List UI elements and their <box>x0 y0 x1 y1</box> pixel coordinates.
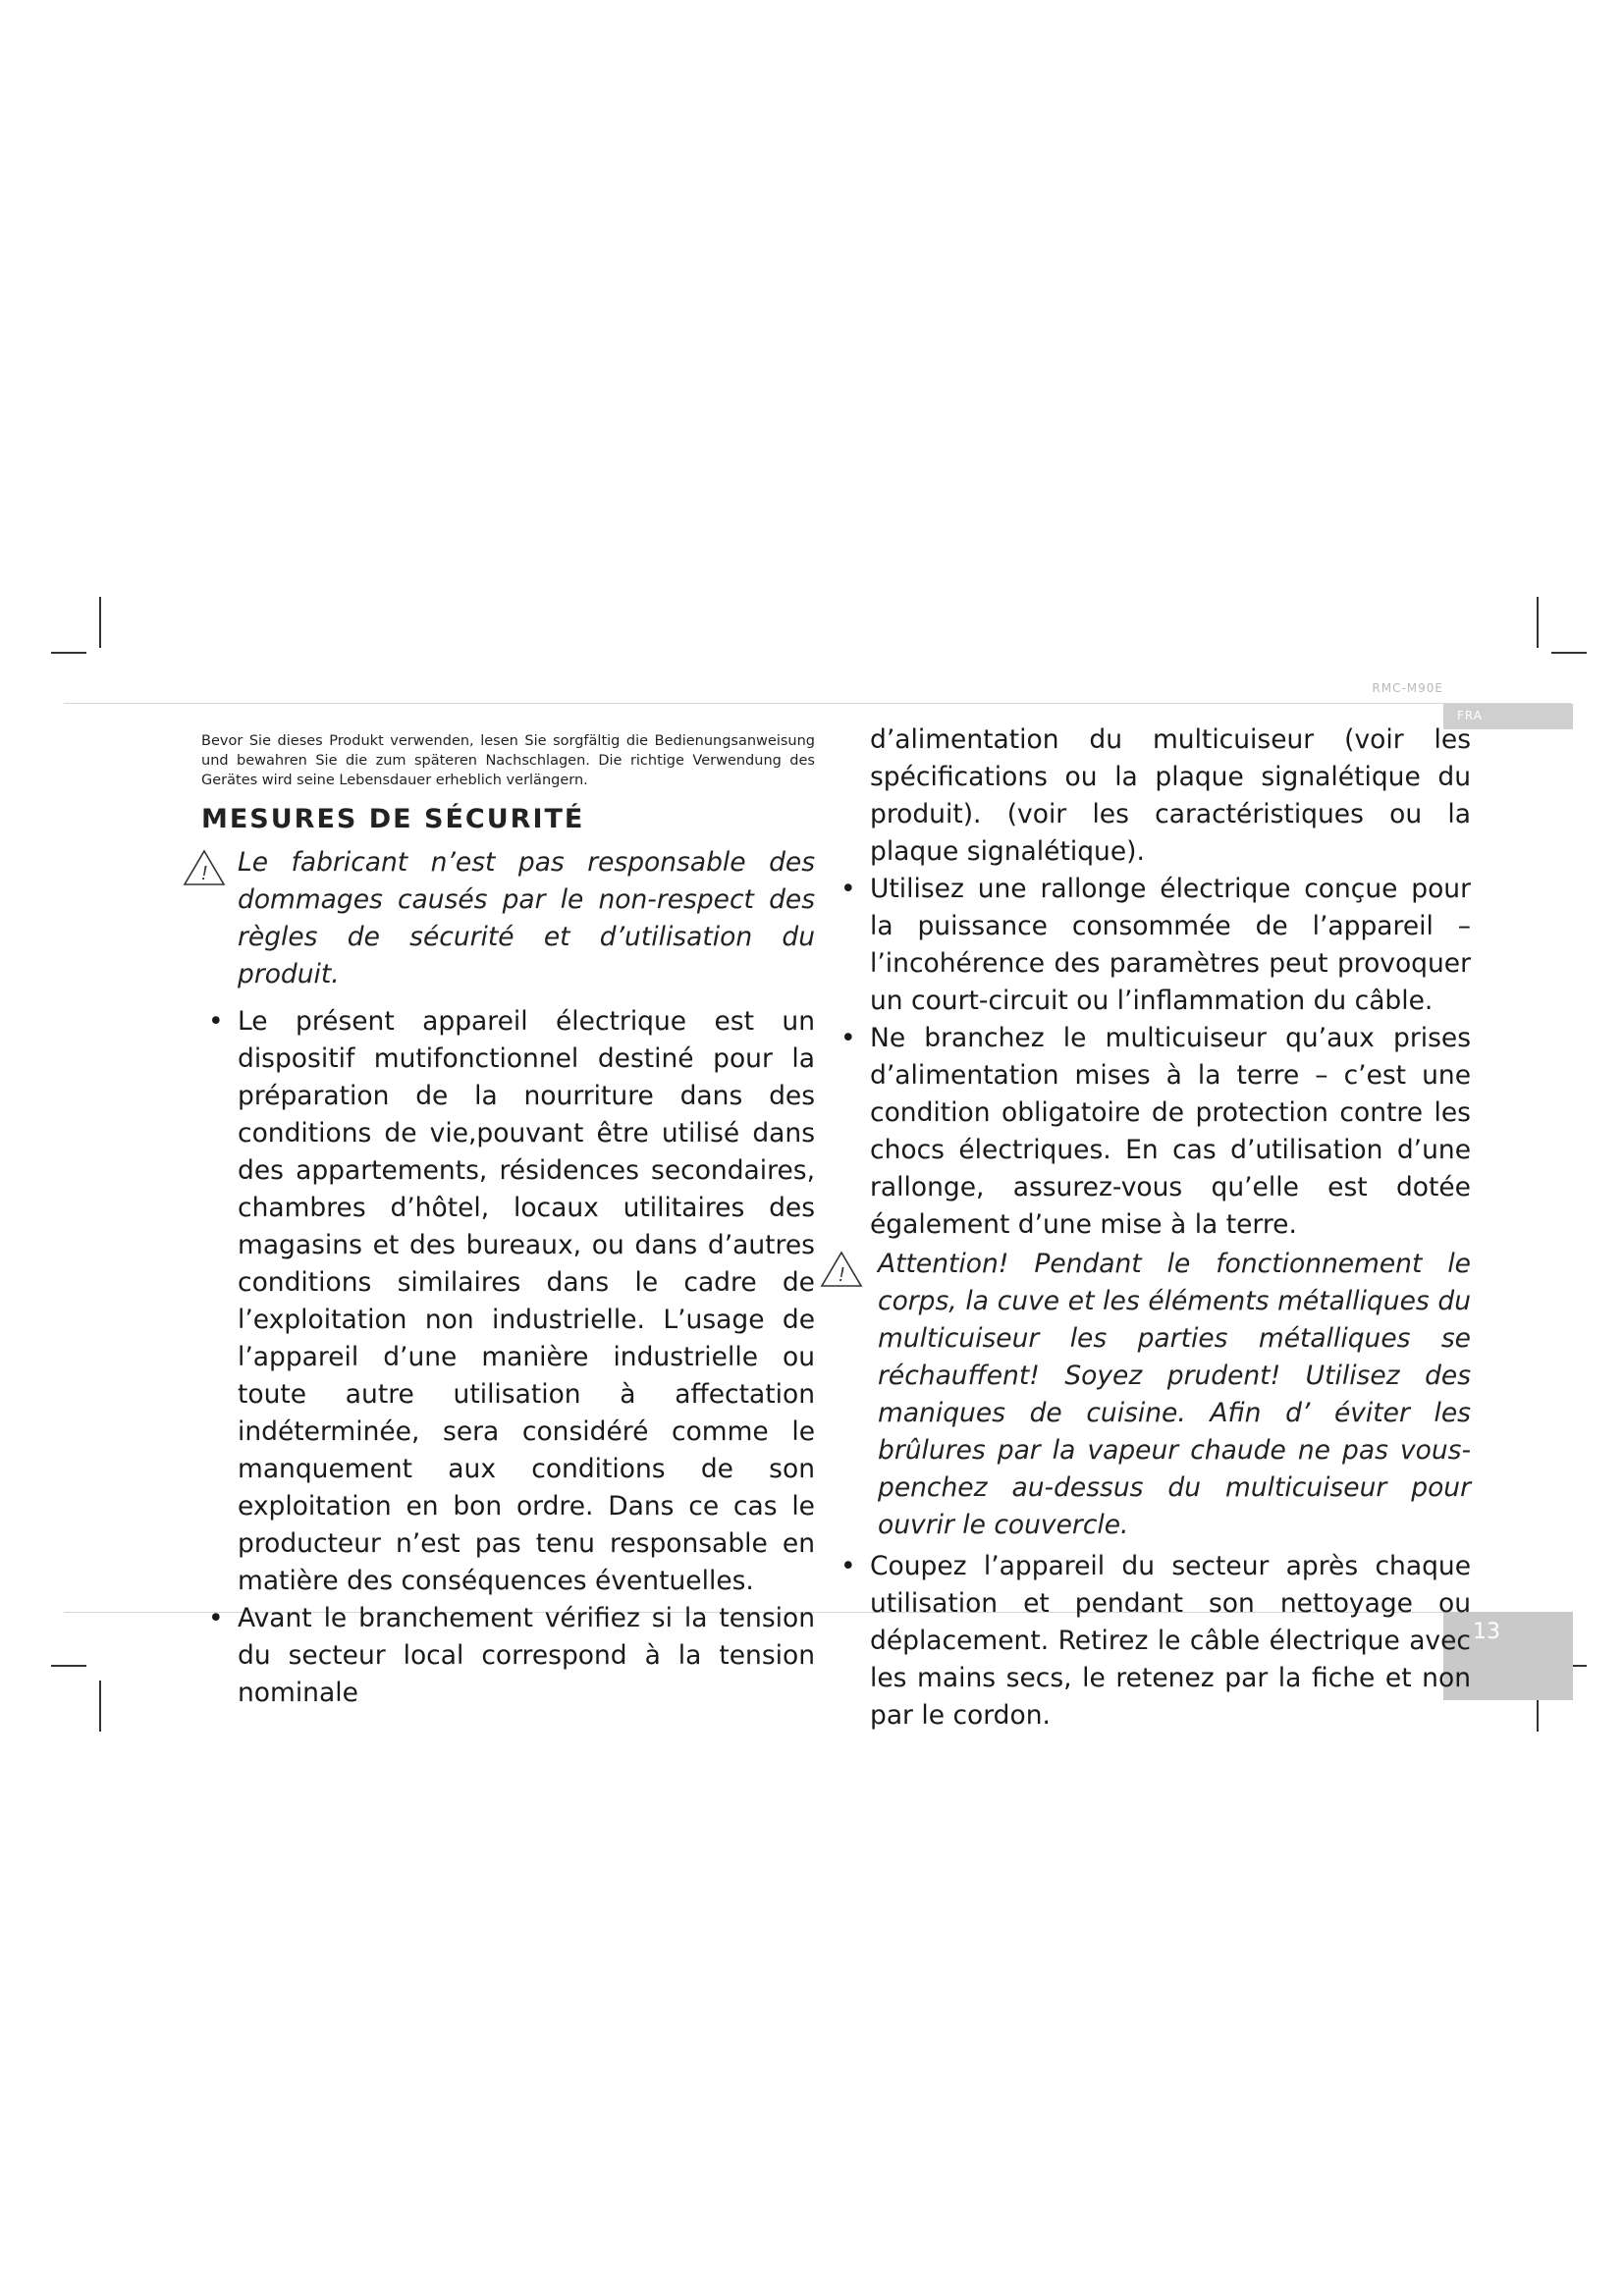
crop-mark <box>51 1665 86 1667</box>
list-item <box>201 1003 815 1600</box>
list-item-text: Avant le branchement vérifiez si la tension du secteur local correspond à la tension nominale <box>238 1603 815 1708</box>
warning-text: Attention! Pendant le fonctionnement le corps, la cuve et les éléments métalliques du multicuiseur les parties métalliques se réchauffent! Soyez prudent! Utilisez des maniques de cuisine. Afin d’ éviter les brûlures par la vapeur chaude ne pas vous-penchez au-dessus du multicuiseur pour ouvrir le couvercle. <box>878 1249 1471 1540</box>
preface-text: Bevor Sie dieses Produkt verwenden, lesen Sie sorgfältig die Bedienungsanweisung und bewahren Sie die zum späteren Nachschlagen. Die richtige Verwendung des Gerätes wird seine Lebensdauer erheblich verlängern. <box>201 733 815 788</box>
language-tab: FRA <box>1443 704 1573 729</box>
bullet-list <box>834 871 1471 1244</box>
list-item-text: Utilisez une rallonge électrique conçue pour la puissance consommée de l’appareil – l’incohérence des paramètres peut provoquer un court-circuit ou l’inflammation du câble. <box>870 874 1471 1016</box>
svg-text:!: ! <box>201 863 207 884</box>
right-column <box>839 721 1471 1735</box>
crop-mark <box>1551 652 1587 654</box>
crop-mark <box>1537 597 1539 648</box>
section-heading: MESURES DE SÉCURITÉ <box>201 804 585 834</box>
warning-text: Le fabricant n’est pas responsable des dommages causés par le non-respect des règles de sécurité et d’utilisation du produit. <box>238 847 815 989</box>
left-column <box>201 721 815 1712</box>
page-number: 13 <box>1443 1612 1573 1700</box>
continuation-text: d’alimentation du multicuiseur (voir les spécifications ou la plaque signalétique du produit). (voir les caractéristiques ou la plaque signalétique). <box>870 724 1471 867</box>
crop-mark <box>99 597 101 648</box>
list-item <box>201 1600 815 1712</box>
bullet-icon: • <box>208 1603 224 1633</box>
header-rule <box>64 703 1571 704</box>
list-item-text: Ne branchez le multicuiseur qu’aux prises d’alimentation mises à la terre – c’est une condition obligatoire de protection contre les chocs électriques. En cas d’utilisation d’une rallonge, assurez-vous qu’elle est dotée également d’une mise à la terre. <box>870 1023 1471 1240</box>
list-item <box>834 871 1471 1020</box>
list-item <box>834 1020 1471 1244</box>
warning-block <box>201 844 815 993</box>
model-label: RMC-M90E <box>1372 681 1443 695</box>
list-item-text: Coupez l’appareil du secteur après chaque utilisation et pendant son nettoyage ou déplacement. Retirez le câble électrique avec les mains secs, le retenez par la fiche et non par le cordon. <box>870 1551 1471 1731</box>
bullet-icon: • <box>840 1023 856 1053</box>
crop-mark <box>99 1681 101 1732</box>
bullet-list <box>834 1548 1471 1735</box>
svg-text:!: ! <box>839 1264 844 1286</box>
warning-block <box>839 1246 1471 1544</box>
bullet-icon: • <box>208 1006 224 1037</box>
bullet-icon: • <box>840 874 856 904</box>
list-item <box>834 1548 1471 1735</box>
list-item-text: Le présent appareil électrique est un dispositif mutifonctionnel destiné pour la préparation de la nourriture dans des conditions de vie,pouvant être utilisé dans des appartements, résidences secondaires, chambres d’hôtel, locaux utilitaires des magasins et des bureaux, ou dans d’autres conditions similaires dans le cadre de l’exploitation non industrielle. L’usage de l’appareil d’une manière industrielle ou toute autre utilisation à affectation indéterminée, sera considéré comme le manquement aux conditions de son exploitation en bon ordre. Dans ce cas le producteur n’est pas tenu responsable en matière des conséquences éventuelles. <box>238 1006 815 1596</box>
crop-mark <box>51 652 86 654</box>
warning-triangle-icon <box>819 1250 864 1289</box>
warning-triangle-icon <box>182 848 227 887</box>
bullet-icon: • <box>840 1551 856 1581</box>
bullet-list <box>201 1003 815 1712</box>
